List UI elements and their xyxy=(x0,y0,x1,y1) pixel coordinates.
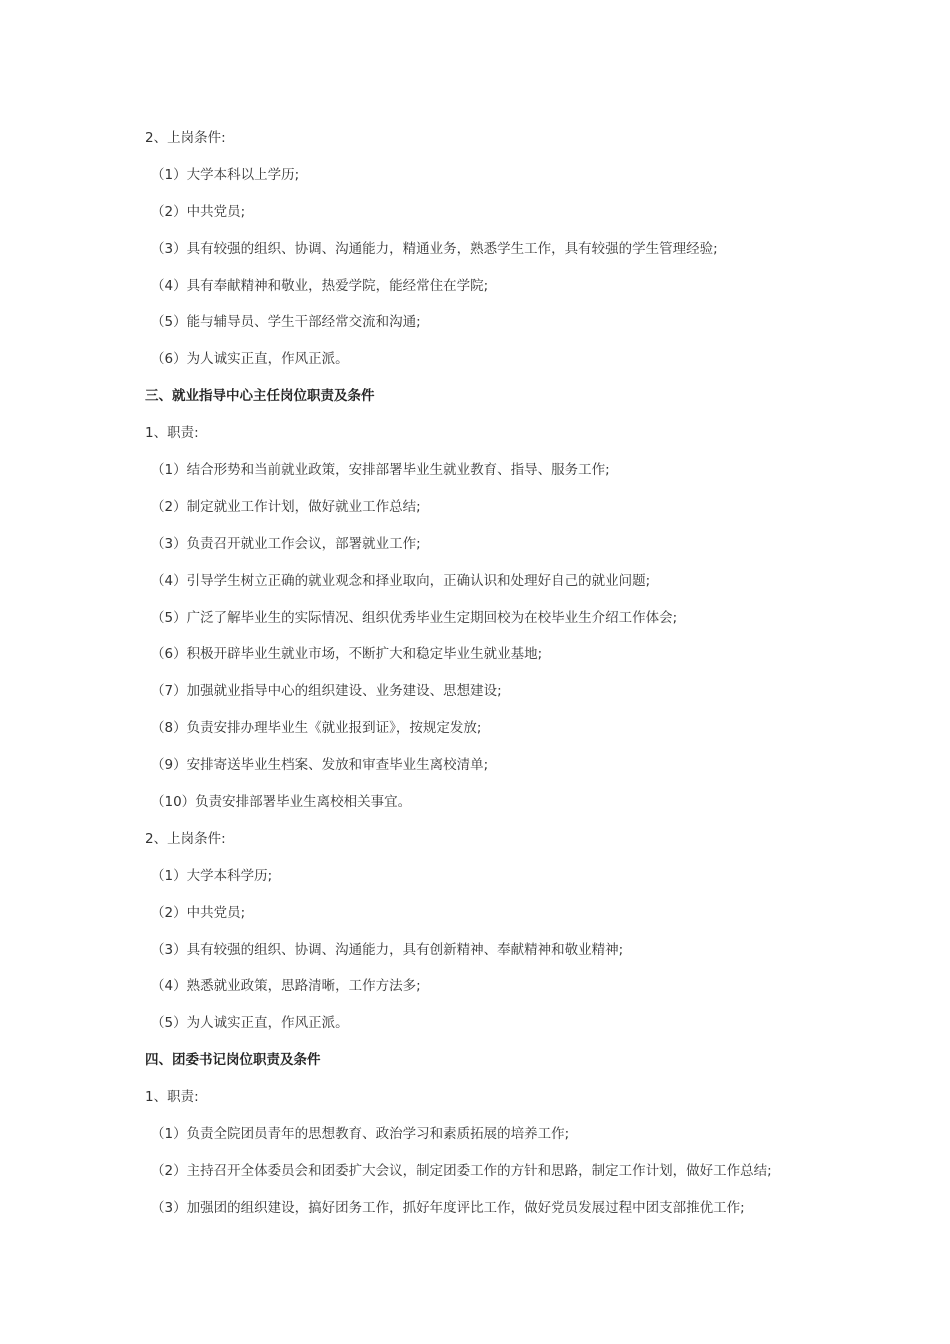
list-item: （1）大学本科以上学历; xyxy=(151,166,300,183)
list-item: （7）加强就业指导中心的组织建设、业务建设、思想建设; xyxy=(151,683,502,700)
list-item: （1）负责全院团员青年的思想教育、政治学习和素质拓展的培养工作; xyxy=(151,1126,570,1143)
list-item: （5）广泛了解毕业生的实际情况、组织优秀毕业生定期回校为在校毕业生介绍工作体会; xyxy=(151,609,678,626)
list-item: （4）引导学生树立正确的就业观念和择业取向，正确认识和处理好自己的就业问题; xyxy=(151,572,651,589)
list-item: （5）能与辅导员、学生干部经常交流和沟通; xyxy=(151,314,421,331)
list-item: （4）具有奉献精神和敬业，热爱学院，能经常住在学院; xyxy=(151,277,489,294)
list-item: （6）为人诚实正直，作风正派。 xyxy=(151,351,349,368)
list-item: （1）大学本科学历; xyxy=(151,867,273,884)
list-item: （2）中共党员; xyxy=(151,904,246,921)
list-item: （3）具有较强的组织、协调、沟通能力，具有创新精神、奉献精神和敬业精神; xyxy=(151,941,624,958)
section-heading: 三、就业指导中心主任岗位职责及条件 xyxy=(145,388,375,405)
list-item: （3）具有较强的组织、协调、沟通能力，精通业务，熟悉学生工作，具有较强的学生管理经验; xyxy=(151,240,718,257)
section-subheading: 2、上岗条件: xyxy=(145,830,226,847)
section-subheading: 1、职责: xyxy=(145,425,199,442)
list-item: （8）负责安排办理毕业生《就业报到证》，按规定发放; xyxy=(151,720,482,737)
list-item: （4）熟悉就业政策，思路清晰，工作方法多; xyxy=(151,978,421,995)
section-subheading: 2、上岗条件: xyxy=(145,130,226,146)
list-item: （3）加强团的组织建设，搞好团务工作，抓好年度评比工作，做好党员发展过程中团支部推优工作; xyxy=(151,1199,745,1216)
list-item: （2）主持召开全体委员会和团委扩大会议，制定团委工作的方针和思路，制定工作计划，做好工作总结; xyxy=(151,1162,772,1179)
list-item: （10）负责安排部署毕业生离校相关事宜。 xyxy=(151,794,412,811)
section-heading: 四、团委书记岗位职责及条件 xyxy=(145,1052,321,1069)
list-item: （1）结合形势和当前就业政策，安排部署毕业生就业教育、指导、服务工作; xyxy=(151,462,610,479)
list-item: （2）中共党员; xyxy=(151,203,246,220)
list-item: （6）积极开辟毕业生就业市场，不断扩大和稳定毕业生就业基地; xyxy=(151,646,543,663)
section-subheading: 1、职责: xyxy=(145,1089,199,1106)
list-item: （9）安排寄送毕业生档案、发放和审查毕业生离校清单; xyxy=(151,757,489,774)
list-item: （3）负责召开就业工作会议，部署就业工作; xyxy=(151,535,421,552)
document-body xyxy=(145,128,845,1235)
list-item: （2）制定就业工作计划，做好就业工作总结; xyxy=(151,498,421,515)
list-item: （5）为人诚实正直，作风正派。 xyxy=(151,1015,349,1032)
